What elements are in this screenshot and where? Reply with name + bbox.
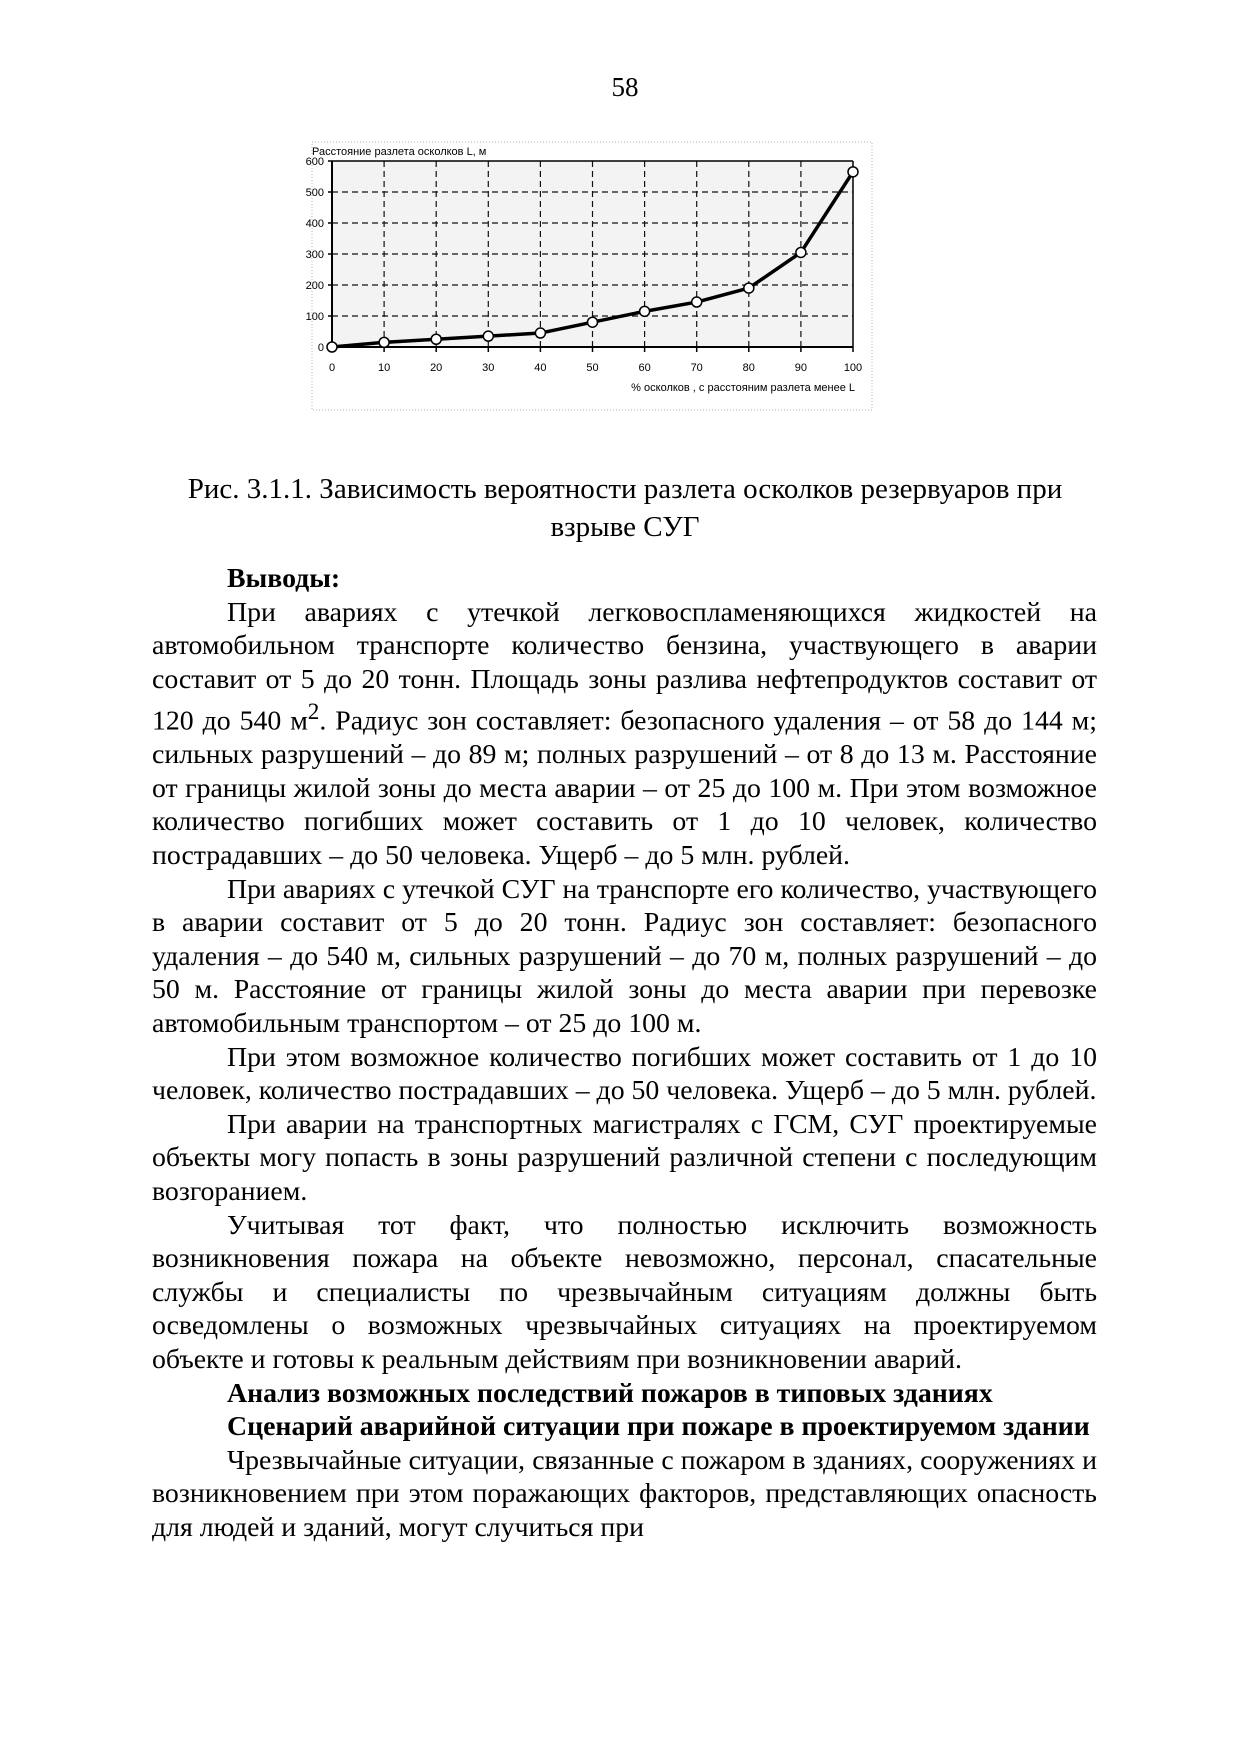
data-point [796, 247, 806, 257]
y-tick-label: 600 [305, 156, 324, 168]
chart-title: Расстояние разлета осколков L, м [312, 146, 487, 158]
figure-caption [170, 470, 1080, 546]
data-point [535, 328, 545, 338]
data-point [744, 283, 754, 293]
caption-line-1: Рис. 3.1.1. Зависимость вероятности разлета осколков резервуаров при [187, 473, 1063, 505]
conclusions-heading: Выводы: [227, 563, 341, 594]
data-point [588, 317, 598, 327]
x-tick-label: 100 [843, 362, 863, 374]
paragraph-1-part-b: . Радиус зон составляет: безопасного удаления – от 58 до 144 м; сильных разрушений – до 89 м; полных разрушений – от 8 до 13 м. Расстояние от границы жилой зоны до места аварии – от 25 до 100 м. При этом возможное количество погибших может составить от 1 до 10 человек, количество пострадавших – до 50 человека. Ущерб – до 5 млн. рублей. [152, 705, 1097, 872]
body-text [152, 562, 1097, 1544]
y-tick-label: 300 [305, 249, 324, 261]
data-point [483, 331, 493, 341]
superscript-2: 2 [307, 699, 320, 726]
chart-svg [305, 140, 975, 455]
y-tick-label: 500 [305, 187, 324, 199]
y-tick-label: 0 [317, 342, 324, 354]
data-point [848, 167, 858, 177]
data-point [640, 306, 650, 316]
paragraph-6: Чрезвычайные ситуации, связанные с пожаром в зданиях, сооружениях и возникновением при этом поражающих факторов, представляющих опасность для людей и зданий, могут случиться при [152, 1444, 1097, 1543]
data-point [379, 337, 389, 347]
y-tick-label: 400 [305, 218, 324, 230]
x-tick-label: 0 [328, 362, 336, 374]
paragraph-3: При этом возможное количество погибших может составить от 1 до 10 человек, количество пострадавших – до 50 человека. Ущерб – до 5 млн. рублей. [152, 1041, 1097, 1107]
x-tick-label: 80 [742, 362, 755, 374]
y-tick-label: 100 [305, 311, 324, 323]
x-tick-label: 40 [534, 362, 547, 374]
x-tick-label: 20 [430, 362, 443, 374]
y-tick-label: 200 [305, 280, 324, 292]
fragment-distance-chart [305, 140, 975, 455]
paragraph-1 [152, 596, 1097, 873]
paragraph-2: При авариях с утечкой СУГ на транспорте его количество, участвующего в аварии составит от 5 до 20 тонн. Радиус зон составляет: безопасного удаления – до 540 м, сильных разрушений – до 70 м, полных разрушений – до 50 м. Расстояние от границы жилой зоны до места аварии при перевозке автомобильным транспортом – от 25 до 100 м. [152, 873, 1097, 1039]
data-point [431, 334, 441, 344]
x-tick-label: 70 [690, 362, 703, 374]
x-tick-label: 50 [586, 362, 599, 374]
analysis-heading: Анализ возможных последствий пожаров в типовых зданиях [227, 1377, 993, 1409]
scenario-heading: Сценарий аварийной ситуации при пожаре в проектируемом здании [227, 1411, 1090, 1443]
x-tick-label: 30 [482, 362, 495, 374]
page-number: 58 [611, 72, 639, 102]
caption-line-2: взрыве СУГ [550, 511, 700, 543]
paragraph-5: Учитывая тот факт, что полностью исключить возможность возникновения пожара на объекте невозможно, персонал, спасательные службы и специалисты по чрезвычайным ситуациям должны быть осведомлены о возможных чрезвычайных ситуациях на проектируемом объекте и готовы к реальным действиям при возникновении аварий. [152, 1209, 1097, 1375]
paragraph-4: При аварии на транспортных магистралях с ГСМ, СУГ проектируемые объекты могу попасть в зоны разрушений различной степени с последующим возгоранием. [152, 1108, 1097, 1207]
x-tick-label: 90 [794, 362, 808, 374]
data-point [327, 342, 337, 352]
x-axis-label: % осколков , с расстояним разлета менее L [631, 382, 855, 394]
data-point [692, 297, 702, 307]
x-tick-label: 60 [638, 362, 651, 374]
x-tick-label: 10 [377, 362, 391, 374]
paragraph-1-part-a: При авариях с утечкой легковоспламеняющихся жидкостей на автомобильном транспорте количество бензина, участвующего в аварии составит от 5 до 20 тонн. Площадь зоны разлива нефтепродуктов составит от 120 до 540 м [152, 596, 1097, 737]
